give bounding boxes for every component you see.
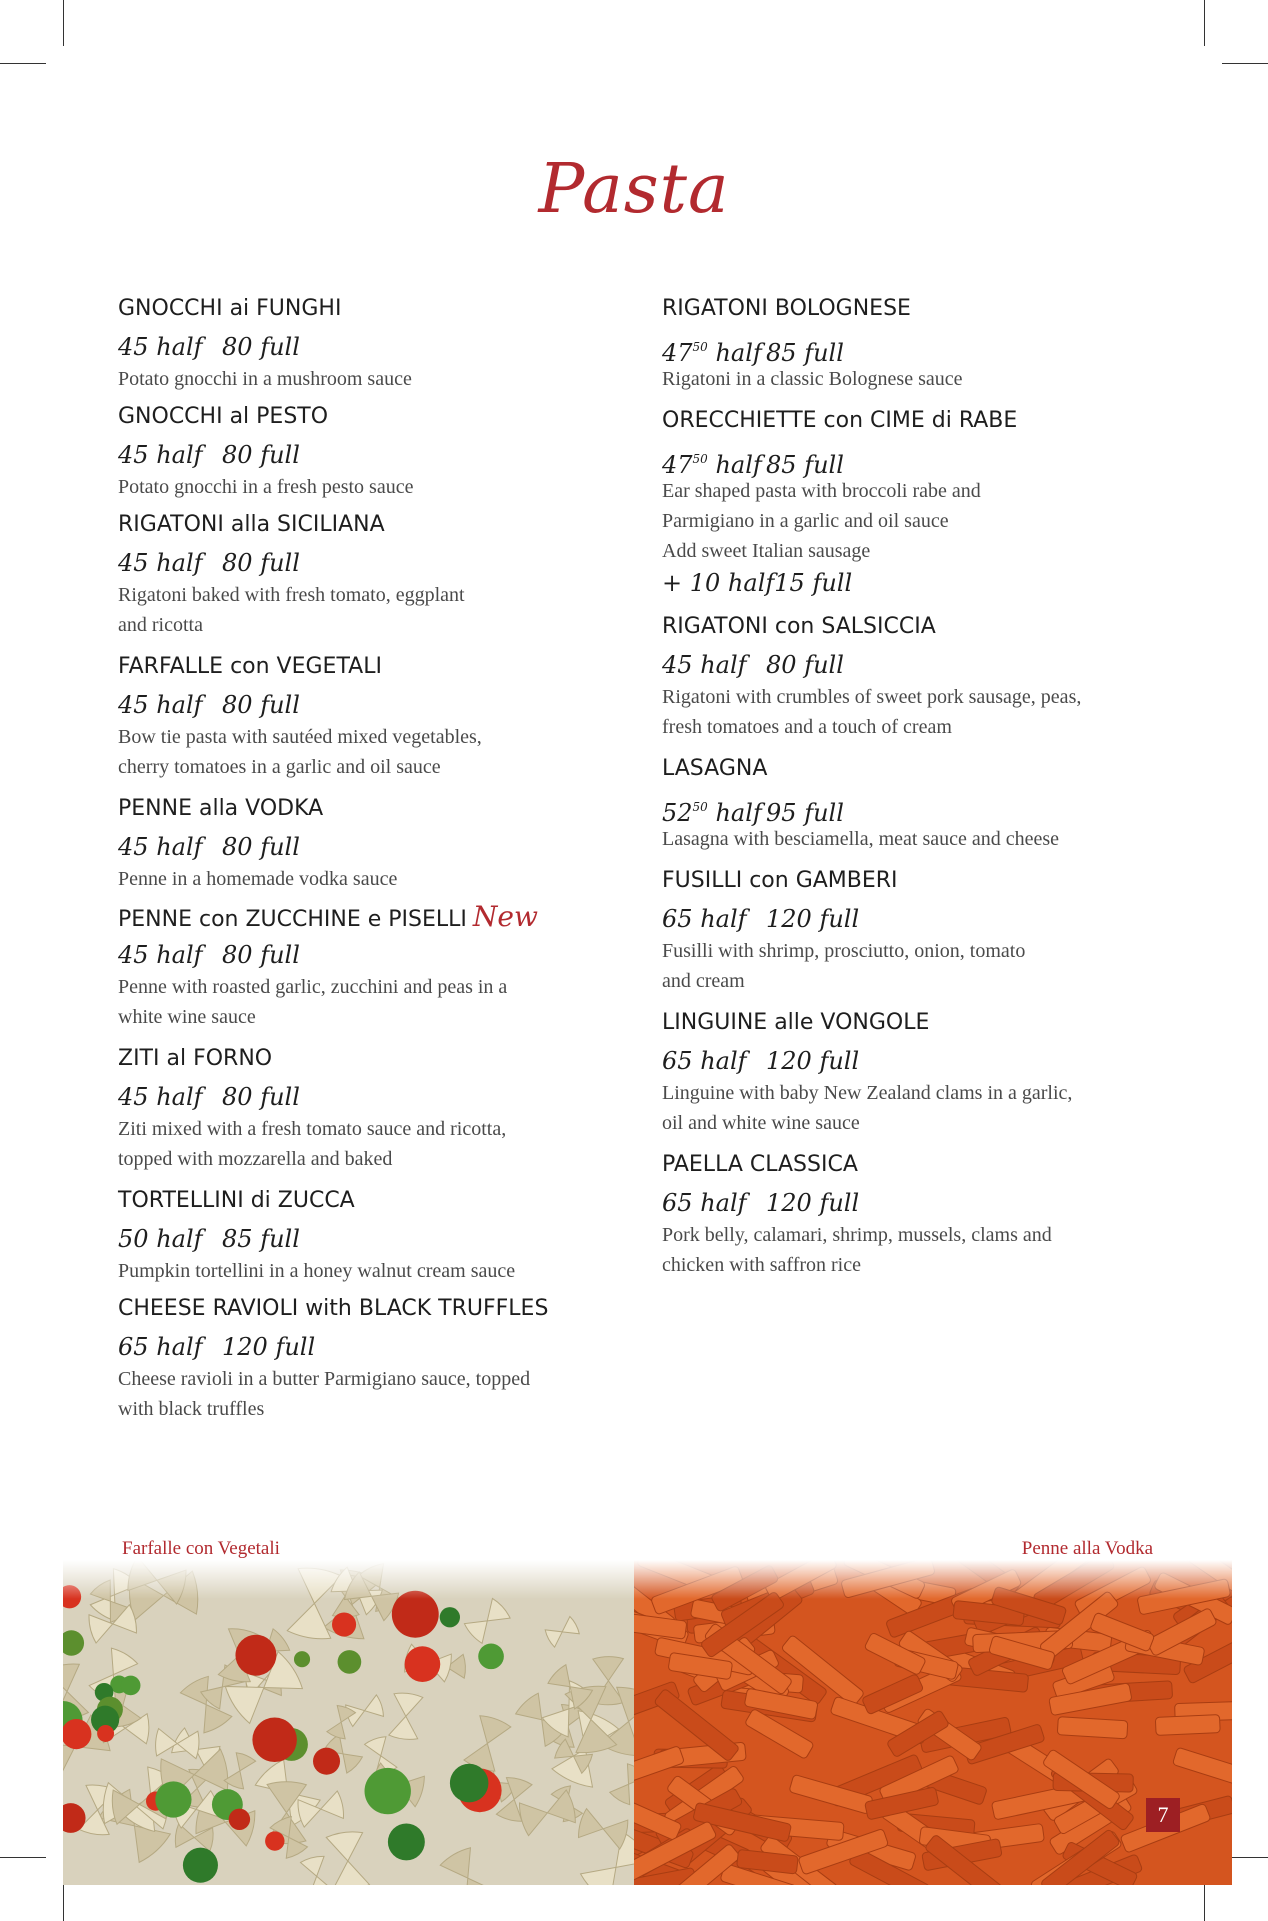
half-price <box>118 546 222 580</box>
item-description: Lasagna with besciamella, meat sauce and cheese <box>662 828 1060 850</box>
full-price <box>766 451 844 479</box>
half-label: half <box>156 1083 203 1111</box>
half-price-value: 45 <box>662 651 693 679</box>
item-name <box>118 402 638 432</box>
penne-photo <box>634 1560 1232 1885</box>
item-name-text: RIGATONI alla SICILIANA <box>118 512 385 537</box>
item-description: Potato gnocchi in a fresh pesto sauce <box>118 476 414 498</box>
left-photo-caption: Farfalle con Vegetali <box>122 1538 280 1559</box>
half-price <box>118 938 222 972</box>
item-price <box>662 648 1182 682</box>
full-price-value: 85 <box>222 1225 253 1253</box>
half-price <box>118 438 222 472</box>
half-label: half <box>156 549 203 577</box>
half-price-value: 45 <box>118 691 149 719</box>
addon-half-value: + 10 <box>662 569 721 597</box>
half-price-value: 47 <box>662 339 693 367</box>
full-price-value: 80 <box>222 441 253 469</box>
half-label: half <box>715 451 762 479</box>
full-price <box>222 333 300 361</box>
addon-description: Add sweet Italian sausage <box>662 540 871 562</box>
menu-item <box>662 1150 1182 1280</box>
half-price <box>118 1080 222 1114</box>
item-description: Cheese ravioli in a butter Parmigiano sauce, topped with black truffles <box>118 1368 531 1420</box>
item-price <box>662 442 1182 479</box>
half-price-value: 47 <box>662 451 693 479</box>
full-label: full <box>804 651 844 679</box>
full-price <box>766 651 844 679</box>
menu-item <box>118 652 638 782</box>
full-price <box>222 1225 300 1253</box>
item-price <box>118 1222 638 1256</box>
farfalle-photo <box>63 1560 634 1885</box>
full-label: full <box>260 1225 300 1253</box>
full-price <box>766 1047 859 1075</box>
half-price-value: 65 <box>662 1047 693 1075</box>
menu-item <box>662 612 1182 742</box>
full-price-value: 80 <box>766 651 797 679</box>
half-price <box>118 1222 222 1256</box>
menu-item <box>662 1008 1182 1138</box>
menu-item <box>118 1044 638 1174</box>
item-name <box>118 294 638 324</box>
full-price-value: 80 <box>222 333 253 361</box>
menu-item <box>118 1294 638 1424</box>
full-price <box>766 799 844 827</box>
full-label: full <box>260 833 300 861</box>
item-price <box>118 438 638 472</box>
full-price-value: 80 <box>222 833 253 861</box>
menu-item <box>118 294 638 394</box>
half-label: half <box>715 339 762 367</box>
half-label: half <box>700 905 747 933</box>
item-name-text: ZITI al FORNO <box>118 1046 273 1071</box>
item-name <box>118 794 638 824</box>
half-price <box>662 1044 766 1078</box>
page-title: Pasta <box>538 150 730 229</box>
crop-mark <box>0 1857 46 1858</box>
addon-half-price <box>662 566 774 600</box>
item-name <box>662 866 1182 896</box>
addon-full-label: full <box>812 569 853 597</box>
item-name <box>118 1044 638 1074</box>
item-price <box>662 902 1182 936</box>
right-menu-column <box>662 294 1182 1280</box>
item-price <box>118 830 638 864</box>
full-price-value: 120 <box>766 1189 812 1217</box>
item-description: Bow tie pasta with sautéed mixed vegetables, cherry tomatoes in a garlic and oil sauce <box>118 726 482 778</box>
half-price-value: 52 <box>662 799 693 827</box>
item-name-text: LINGUINE alle VONGOLE <box>662 1010 930 1035</box>
half-price-value: 45 <box>118 549 149 577</box>
left-menu-column <box>118 294 638 1424</box>
menu-item <box>118 510 638 640</box>
menu-item <box>118 1186 638 1286</box>
full-price <box>222 549 300 577</box>
item-name-text: FARFALLE con VEGETALI <box>118 654 382 679</box>
full-price-value: 120 <box>766 1047 812 1075</box>
item-name-text: ORECCHIETTE con CIME di RABE <box>662 408 1018 433</box>
full-price-value: 85 <box>766 339 797 367</box>
full-price-value: 120 <box>222 1333 268 1361</box>
full-price <box>222 441 300 469</box>
item-description: Pumpkin tortellini in a honey walnut cream sauce <box>118 1260 516 1282</box>
half-label: half <box>700 1189 747 1217</box>
item-description: Pork belly, calamari, shrimp, mussels, clams and chicken with saffron rice <box>662 1224 1052 1276</box>
item-name <box>662 406 1182 436</box>
half-label: half <box>156 441 203 469</box>
full-label: full <box>819 1047 860 1075</box>
item-name-text: RIGATONI con SALSICCIA <box>662 614 936 639</box>
item-description: Rigatoni with crumbles of sweet pork sausage, peas, fresh tomatoes and a touch of cream <box>662 686 1082 738</box>
item-price <box>118 330 638 364</box>
item-name <box>118 652 638 682</box>
item-name-text: GNOCCHI al PESTO <box>118 404 329 429</box>
item-description: Fusilli with shrimp, prosciutto, onion, tomato and cream <box>662 940 1026 992</box>
item-price <box>118 938 638 972</box>
crop-mark <box>1204 0 1205 46</box>
full-price-value: 80 <box>222 691 253 719</box>
half-label: half <box>156 1333 203 1361</box>
crop-mark <box>63 0 64 46</box>
menu-item <box>662 754 1182 854</box>
item-name <box>118 902 638 932</box>
item-name-text: LASAGNA <box>662 756 768 781</box>
item-name <box>662 294 1182 324</box>
item-name-text: RIGATONI BOLOGNESE <box>662 296 911 321</box>
full-price <box>766 1189 859 1217</box>
full-price <box>222 1083 300 1111</box>
half-label: half <box>700 651 747 679</box>
full-price-value: 80 <box>222 941 253 969</box>
full-label: full <box>819 905 860 933</box>
full-price-value: 80 <box>222 549 253 577</box>
item-name <box>118 510 638 540</box>
full-label: full <box>804 451 844 479</box>
half-label: half <box>156 1225 203 1253</box>
item-name-text: CHEESE RAVIOLI with BLACK TRUFFLES <box>118 1296 549 1321</box>
half-price-value: 45 <box>118 1083 149 1111</box>
half-price-value: 45 <box>118 833 149 861</box>
full-label: full <box>260 441 300 469</box>
addon-full-price <box>774 569 852 597</box>
full-price <box>222 691 300 719</box>
item-name-text: PENNE alla VODKA <box>118 796 324 821</box>
half-price-value: 45 <box>118 441 149 469</box>
full-label: full <box>260 941 300 969</box>
full-price <box>222 833 300 861</box>
item-name <box>118 1186 638 1216</box>
item-price <box>118 1330 638 1364</box>
half-label: half <box>700 1047 747 1075</box>
full-price <box>766 339 844 367</box>
item-description: Rigatoni in a classic Bolognese sauce <box>662 368 963 390</box>
full-label: full <box>260 1083 300 1111</box>
crop-mark <box>0 63 46 64</box>
full-label: full <box>260 333 300 361</box>
half-price-value: 45 <box>118 333 149 361</box>
item-price <box>118 688 638 722</box>
item-name-text: FUSILLI con GAMBERI <box>662 868 898 893</box>
full-label: full <box>804 799 844 827</box>
half-price-cents: 50 <box>692 340 708 354</box>
full-label: full <box>275 1333 316 1361</box>
item-description: Potato gnocchi in a mushroom sauce <box>118 368 412 390</box>
item-name <box>662 1008 1182 1038</box>
half-price <box>662 648 766 682</box>
addon-half-label: half <box>727 569 775 597</box>
half-price <box>662 902 766 936</box>
item-price <box>118 546 638 580</box>
half-label: half <box>715 799 762 827</box>
half-label: half <box>156 833 203 861</box>
half-price <box>118 330 222 364</box>
full-label: full <box>260 549 300 577</box>
half-price-cents: 50 <box>692 800 708 814</box>
half-price-value: 65 <box>662 1189 693 1217</box>
full-price-value: 80 <box>222 1083 253 1111</box>
menu-item <box>118 794 638 894</box>
item-description: Rigatoni baked with fresh tomato, eggplant and ricotta <box>118 584 465 636</box>
half-price-value: 50 <box>118 1225 149 1253</box>
full-price-value: 120 <box>766 905 812 933</box>
half-price <box>118 830 222 864</box>
menu-item <box>662 406 1182 600</box>
half-price <box>118 1330 222 1364</box>
item-name <box>662 1150 1182 1180</box>
half-price-value: 65 <box>118 1333 149 1361</box>
item-price <box>118 1080 638 1114</box>
half-price-cents: 50 <box>692 452 708 466</box>
full-price <box>222 1333 315 1361</box>
half-label: half <box>156 333 203 361</box>
full-label: full <box>804 339 844 367</box>
half-price <box>662 1186 766 1220</box>
half-price-value: 65 <box>662 905 693 933</box>
full-price-value: 85 <box>766 451 797 479</box>
menu-item <box>662 294 1182 394</box>
item-name-text: PAELLA CLASSICA <box>662 1152 858 1177</box>
full-price <box>222 941 300 969</box>
crop-mark <box>1222 63 1268 64</box>
half-price-value: 45 <box>118 941 149 969</box>
full-price <box>766 905 859 933</box>
page-number-badge: 7 <box>1146 1798 1180 1832</box>
right-photo-caption: Penne alla Vodka <box>1021 1538 1153 1559</box>
addon-full-value: 15 <box>774 569 805 597</box>
item-description: Ear shaped pasta with broccoli rabe and Parmigiano in a garlic and oil sauce <box>662 480 981 532</box>
addon-price <box>662 566 1182 600</box>
full-price-value: 95 <box>766 799 797 827</box>
half-label: half <box>156 941 203 969</box>
item-description: Linguine with baby New Zealand clams in a garlic, oil and white wine sauce <box>662 1082 1073 1134</box>
menu-item <box>118 402 638 502</box>
full-label: full <box>260 691 300 719</box>
item-name-text: PENNE con ZUCCHINE e PISELLI <box>118 907 467 932</box>
item-price <box>662 1186 1182 1220</box>
item-description: Ziti mixed with a fresh tomato sauce and ricotta, topped with mozzarella and baked <box>118 1118 507 1170</box>
menu-item <box>662 866 1182 996</box>
half-price <box>118 688 222 722</box>
menu-item <box>118 902 638 1032</box>
item-price <box>662 330 1182 367</box>
item-description: Penne in a homemade vodka sauce <box>118 868 398 890</box>
half-label: half <box>156 691 203 719</box>
item-price <box>662 1044 1182 1078</box>
item-name <box>662 754 1182 784</box>
item-name-text: TORTELLINI di ZUCCA <box>118 1188 355 1213</box>
new-badge: New <box>472 900 538 933</box>
full-label: full <box>819 1189 860 1217</box>
item-price <box>662 790 1182 827</box>
item-name <box>662 612 1182 642</box>
item-name-text: GNOCCHI ai FUNGHI <box>118 296 342 321</box>
item-name <box>118 1294 638 1324</box>
item-description: Penne with roasted garlic, zucchini and peas in a white wine sauce <box>118 976 508 1028</box>
